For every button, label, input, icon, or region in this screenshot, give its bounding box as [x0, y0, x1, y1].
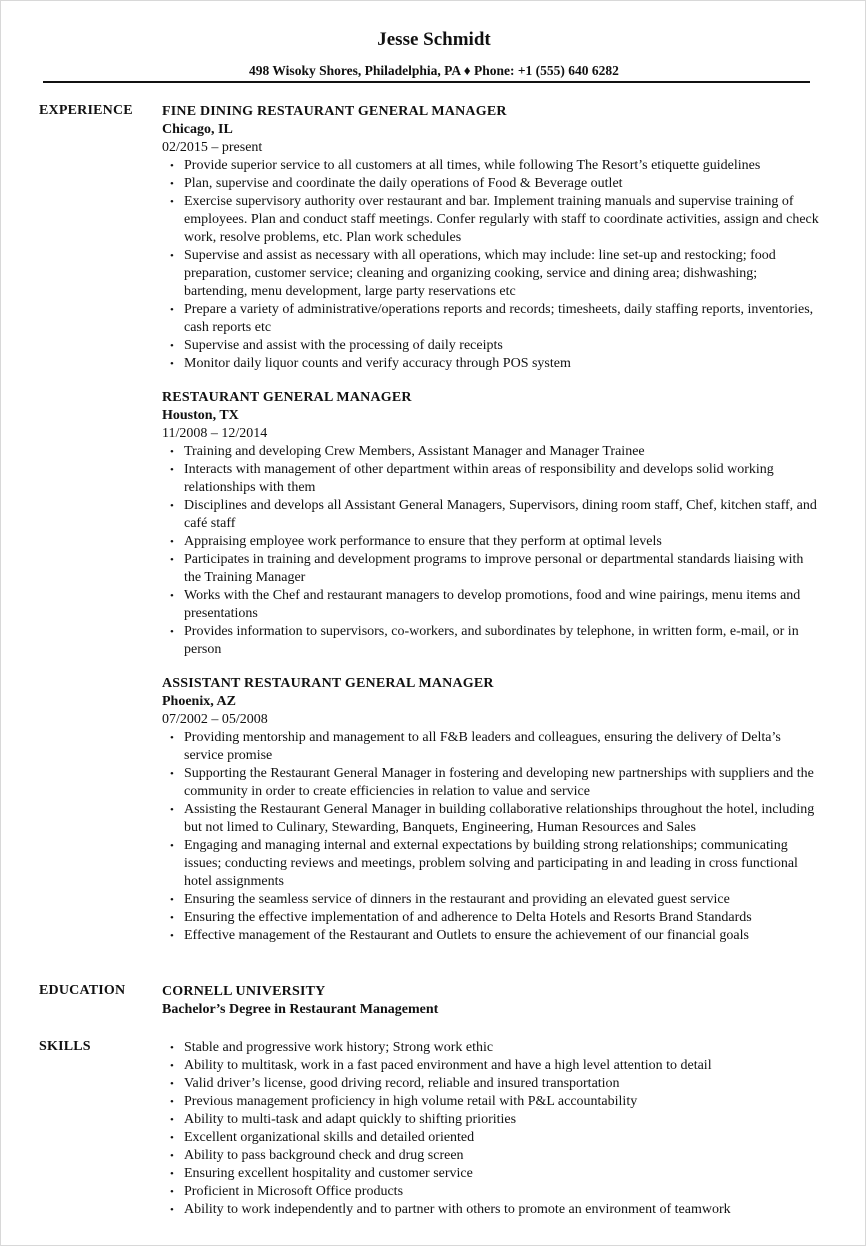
school-name: CORNELL UNIVERSITY — [162, 984, 326, 999]
job-location: Houston, TX — [162, 408, 239, 423]
job-dates: 07/2002 – 05/2008 — [162, 712, 268, 727]
job-entry — [162, 675, 822, 945]
list-item: • Appraising employee work performance to ensure that they perform at optimal levels — [170, 534, 662, 549]
bullet-icon: • — [170, 464, 174, 476]
candidate-name: Jesse Schmidt — [377, 29, 491, 50]
job-title: ASSISTANT RESTAURANT GENERAL MANAGER — [162, 676, 494, 691]
bullet-icon: • — [170, 1186, 174, 1198]
list-item: • Ability to multi-task and adapt quickly to shifting priorities — [170, 1112, 517, 1127]
list-item: • Providing mentorship and management to all F&B leaders and colleagues, ensuring the delivery of Delta’s service promise — [170, 730, 781, 763]
bullet-icon: • — [170, 196, 174, 208]
bullet-icon: • — [170, 160, 174, 172]
skills-heading: SKILLS — [39, 1039, 91, 1054]
list-item: • Ensuring excellent hospitality and customer service — [170, 1166, 473, 1181]
bullet-icon: • — [170, 500, 174, 512]
list-item: • Participates in training and development programs to improve personal or departmental standards liaising with the Training Manager — [170, 552, 804, 585]
bullet-icon: • — [170, 894, 174, 906]
list-item: • Assisting the Restaurant General Manager in building collaborative relationships throughout the hotel, including but not limed to Culinary, Stewarding, Banquets, Engineering, Human Resources and Sales — [170, 802, 815, 835]
bullet-icon: • — [170, 1042, 174, 1054]
bullet-icon: • — [170, 1132, 174, 1144]
bullet-icon: • — [170, 1168, 174, 1180]
list-item: • Proficient in Microsoft Office products — [170, 1184, 404, 1199]
list-item: • Ability to multitask, work in a fast paced environment and have a high level attention to detail — [170, 1058, 712, 1073]
bullet-icon: • — [170, 804, 174, 816]
list-item: • Provides information to supervisors, co-workers, and subordinates by telephone, in written form, e-mail, or in person — [170, 624, 799, 657]
bullet-icon: • — [170, 1204, 174, 1216]
education-section — [162, 983, 822, 1019]
list-item: • Supervise and assist with the processing of daily receipts — [170, 338, 503, 353]
job-location: Phoenix, AZ — [162, 694, 236, 709]
list-item: • Interacts with management of other department within areas of responsibility and develops solid working relationships with them — [170, 462, 774, 495]
list-item: • Prepare a variety of administrative/operations reports and records; timesheets, daily staffing reports, inventories, cash reports etc — [170, 302, 814, 335]
skills-list — [162, 1039, 822, 1219]
job-bullets — [162, 157, 822, 373]
bullet-icon: • — [170, 250, 174, 262]
bullet-icon: • — [170, 554, 174, 566]
list-item: • Ensuring the seamless service of dinners in the restaurant and providing an elevated guest service — [170, 892, 730, 907]
list-item: • Works with the Chef and restaurant managers to develop promotions, food and wine pairings, menu items and presentations — [170, 588, 801, 621]
job-location: Chicago, IL — [162, 122, 233, 137]
list-item: • Ability to work independently and to partner with others to promote an environment of teamwork — [170, 1202, 731, 1217]
experience-section — [162, 103, 822, 945]
job-dates: 02/2015 – present — [162, 140, 263, 155]
job-bullets — [162, 729, 822, 945]
bullet-icon: • — [170, 930, 174, 942]
list-item: • Supervise and assist as necessary with all operations, which may include: line set-up and restocking; food preparation, customer service; cleaning and organizing cooking, service and dining area; dishwashing; bartending, menu development, large party reservations etc — [170, 248, 776, 299]
experience-heading: EXPERIENCE — [39, 103, 133, 118]
bullet-icon: • — [170, 1096, 174, 1108]
list-item: • Disciplines and develops all Assistant General Managers, Supervisors, dining room staff, Chef, kitchen staff, and café staff — [170, 498, 817, 531]
job-bullets — [162, 443, 822, 659]
list-item: • Effective management of the Restaurant and Outlets to ensure the achievement of our financial goals — [170, 928, 749, 943]
contact-line: 498 Wisoky Shores, Philadelphia, PA ♦ Phone: +1 (555) 640 6282 — [249, 63, 619, 78]
bullet-icon: • — [170, 358, 174, 370]
list-item: • Exercise supervisory authority over restaurant and bar. Implement training manuals and supervise training of employees. Plan and conduct staff meetings. Confer regularly with staff to coordinate activities, assign and check work, resolve problems, etc. Plan work schedules — [170, 194, 819, 245]
bullet-icon: • — [170, 732, 174, 744]
bullet-icon: • — [170, 1114, 174, 1126]
list-item: • Excellent organizational skills and detailed oriented — [170, 1130, 475, 1145]
list-item: • Ensuring the effective implementation of and adherence to Delta Hotels and Resorts Brand Standards — [170, 910, 752, 925]
list-item: • Supporting the Restaurant General Manager in fostering and developing new partnerships with suppliers and the community in order to create efficiencies in relation to value and service — [170, 766, 814, 799]
list-item: • Ability to pass background check and drug screen — [170, 1148, 464, 1163]
degree-name: Bachelor’s Degree in Restaurant Management — [162, 1002, 439, 1017]
bullet-icon: • — [170, 178, 174, 190]
job-title: RESTAURANT GENERAL MANAGER — [162, 390, 412, 405]
list-item: • Training and developing Crew Members, Assistant Manager and Manager Trainee — [170, 444, 645, 459]
bullet-icon: • — [170, 1078, 174, 1090]
bullet-icon: • — [170, 768, 174, 780]
job-entry — [162, 103, 822, 373]
job-dates: 11/2008 – 12/2014 — [162, 426, 268, 441]
list-item: • Plan, supervise and coordinate the daily operations of Food & Beverage outlet — [170, 176, 623, 191]
list-item: • Provide superior service to all customers at all times, while following The Resort’s etiquette guidelines — [170, 158, 761, 173]
bullet-icon: • — [170, 304, 174, 316]
header-divider — [43, 81, 810, 83]
bullet-icon: • — [170, 340, 174, 352]
bullet-icon: • — [170, 840, 174, 852]
education-heading: EDUCATION — [39, 983, 126, 998]
bullet-icon: • — [170, 536, 174, 548]
job-entry — [162, 389, 822, 659]
bullet-icon: • — [170, 1060, 174, 1072]
list-item: • Valid driver’s license, good driving record, reliable and insured transportation — [170, 1076, 620, 1091]
list-item: • Stable and progressive work history; Strong work ethic — [170, 1040, 494, 1055]
bullet-icon: • — [170, 590, 174, 602]
bullet-icon: • — [170, 1150, 174, 1162]
list-item: • Engaging and managing internal and external expectations by building strong relationships; communicating issues; conducting reviews and meetings, problem solving and participating in and leading in cross functional hotel assignments — [170, 838, 798, 889]
job-title: FINE DINING RESTAURANT GENERAL MANAGER — [162, 104, 507, 119]
bullet-icon: • — [170, 626, 174, 638]
bullet-icon: • — [170, 446, 174, 458]
list-item: • Previous management proficiency in high volume retail with P&L accountability — [170, 1094, 638, 1109]
list-item: • Monitor daily liquor counts and verify accuracy through POS system — [170, 356, 571, 371]
bullet-icon: • — [170, 912, 174, 924]
skills-section — [162, 1039, 822, 1219]
